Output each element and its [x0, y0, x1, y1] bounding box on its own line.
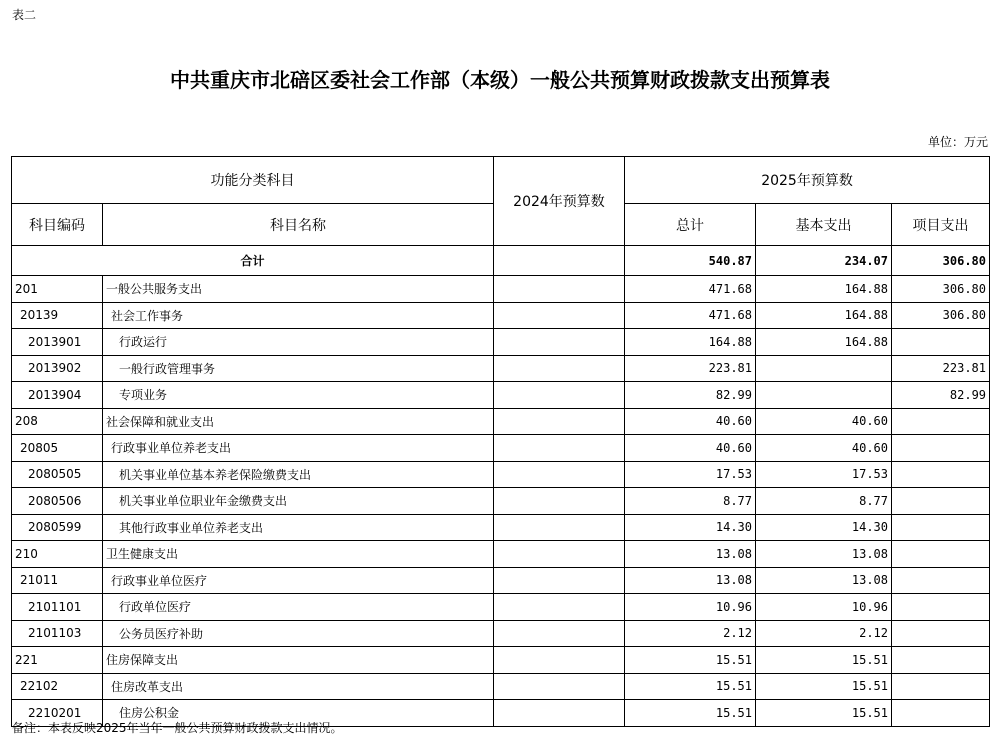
row-project — [892, 594, 990, 621]
row-name: 一般行政管理事务 — [103, 355, 494, 382]
row-project — [892, 329, 990, 356]
row-basic: 2.12 — [756, 620, 892, 647]
table-row — [12, 488, 990, 515]
row-name: 一般公共服务支出 — [103, 276, 494, 303]
table-row — [12, 673, 990, 700]
row-total: 471.68 — [625, 276, 756, 303]
row-total: 40.60 — [625, 408, 756, 435]
row-code: 21011 — [12, 567, 103, 594]
header-project: 项目支出 — [892, 204, 990, 246]
row-name: 行政事业单位医疗 — [103, 567, 494, 594]
row-project — [892, 700, 990, 727]
row-prev — [494, 461, 625, 488]
row-prev — [494, 329, 625, 356]
table-row — [12, 276, 990, 303]
row-project — [892, 488, 990, 515]
row-name: 住房公积金 — [103, 700, 494, 727]
total-label: 合计 — [12, 246, 494, 276]
row-code: 2080506 — [12, 488, 103, 515]
row-prev — [494, 382, 625, 409]
budget-table — [11, 156, 990, 727]
row-prev — [494, 276, 625, 303]
header-2024-budget: 2024年预算数 — [494, 157, 625, 246]
row-code: 2080505 — [12, 461, 103, 488]
row-code: 2013901 — [12, 329, 103, 356]
row-total: 13.08 — [625, 567, 756, 594]
table-row — [12, 461, 990, 488]
table-row — [12, 435, 990, 462]
row-prev — [494, 700, 625, 727]
page-title: 中共重庆市北碚区委社会工作部（本级）一般公共预算财政拨款支出预算表 — [170, 68, 830, 92]
row-total: 223.81 — [625, 355, 756, 382]
row-code: 2013902 — [12, 355, 103, 382]
row-name: 住房保障支出 — [103, 647, 494, 674]
table-row — [12, 541, 990, 568]
row-name: 社会工作事务 — [103, 302, 494, 329]
row-project: 82.99 — [892, 382, 990, 409]
row-project — [892, 673, 990, 700]
row-name: 行政事业单位养老支出 — [103, 435, 494, 462]
row-name: 机关事业单位基本养老保险缴费支出 — [103, 461, 494, 488]
row-total: 10.96 — [625, 594, 756, 621]
row-total: 14.30 — [625, 514, 756, 541]
row-basic: 13.08 — [756, 567, 892, 594]
row-name: 专项业务 — [103, 382, 494, 409]
row-basic: 164.88 — [756, 276, 892, 303]
row-name: 卫生健康支出 — [103, 541, 494, 568]
row-basic: 14.30 — [756, 514, 892, 541]
row-code: 201 — [12, 276, 103, 303]
row-name: 机关事业单位职业年金缴费支出 — [103, 488, 494, 515]
row-prev — [494, 488, 625, 515]
table-row — [12, 329, 990, 356]
row-code: 20139 — [12, 302, 103, 329]
row-code: 22102 — [12, 673, 103, 700]
header-basic: 基本支出 — [756, 204, 892, 246]
row-code: 2013904 — [12, 382, 103, 409]
row-total: 15.51 — [625, 647, 756, 674]
row-basic: 164.88 — [756, 329, 892, 356]
row-prev — [494, 541, 625, 568]
table-row — [12, 514, 990, 541]
row-project — [892, 514, 990, 541]
row-name: 社会保障和就业支出 — [103, 408, 494, 435]
row-prev — [494, 567, 625, 594]
table-row — [12, 302, 990, 329]
row-total: 82.99 — [625, 382, 756, 409]
header-name: 科目名称 — [103, 204, 494, 246]
row-total: 164.88 — [625, 329, 756, 356]
row-code: 221 — [12, 647, 103, 674]
header-code: 科目编码 — [12, 204, 103, 246]
row-project: 306.80 — [892, 302, 990, 329]
row-prev — [494, 594, 625, 621]
row-total: 13.08 — [625, 541, 756, 568]
row-prev — [494, 620, 625, 647]
total-total: 540.87 — [625, 246, 756, 276]
row-name: 公务员医疗补助 — [103, 620, 494, 647]
row-basic: 13.08 — [756, 541, 892, 568]
row-basic — [756, 382, 892, 409]
table-row — [12, 647, 990, 674]
row-total: 8.77 — [625, 488, 756, 515]
row-basic: 15.51 — [756, 700, 892, 727]
row-prev — [494, 647, 625, 674]
table-row — [12, 620, 990, 647]
row-project — [892, 435, 990, 462]
table-row — [12, 408, 990, 435]
table-row — [12, 382, 990, 409]
row-total: 40.60 — [625, 435, 756, 462]
row-name: 行政单位医疗 — [103, 594, 494, 621]
header-2025-budget: 2025年预算数 — [625, 157, 990, 204]
row-basic: 15.51 — [756, 647, 892, 674]
row-basic: 164.88 — [756, 302, 892, 329]
row-basic — [756, 355, 892, 382]
row-prev — [494, 673, 625, 700]
row-project — [892, 461, 990, 488]
total-basic: 234.07 — [756, 246, 892, 276]
row-code: 20805 — [12, 435, 103, 462]
table-row — [12, 355, 990, 382]
row-code: 2210201 — [12, 700, 103, 727]
footnote: 备注：本表反映2025年当年一般公共预算财政拨款支出情况。 — [12, 721, 343, 735]
row-project — [892, 620, 990, 647]
row-project: 223.81 — [892, 355, 990, 382]
table-row — [12, 594, 990, 621]
row-prev — [494, 408, 625, 435]
unit-label: 单位：万元 — [927, 135, 988, 149]
header-function-category: 功能分类科目 — [12, 157, 494, 204]
row-total: 2.12 — [625, 620, 756, 647]
row-project — [892, 647, 990, 674]
row-basic: 40.60 — [756, 408, 892, 435]
row-total: 15.51 — [625, 700, 756, 727]
row-basic: 40.60 — [756, 435, 892, 462]
row-prev — [494, 435, 625, 462]
row-prev — [494, 355, 625, 382]
row-basic: 10.96 — [756, 594, 892, 621]
row-name: 行政运行 — [103, 329, 494, 356]
row-basic: 8.77 — [756, 488, 892, 515]
row-project: 306.80 — [892, 276, 990, 303]
total-project: 306.80 — [892, 246, 990, 276]
row-code: 208 — [12, 408, 103, 435]
total-row — [12, 246, 990, 276]
row-total: 17.53 — [625, 461, 756, 488]
row-project — [892, 408, 990, 435]
row-total: 15.51 — [625, 673, 756, 700]
row-basic: 15.51 — [756, 673, 892, 700]
table-label: 表二 — [12, 8, 37, 22]
row-total: 471.68 — [625, 302, 756, 329]
row-project — [892, 541, 990, 568]
row-code: 2101103 — [12, 620, 103, 647]
row-code: 210 — [12, 541, 103, 568]
row-code: 2101101 — [12, 594, 103, 621]
header-total: 总计 — [625, 204, 756, 246]
row-code: 2080599 — [12, 514, 103, 541]
row-project — [892, 567, 990, 594]
row-prev — [494, 514, 625, 541]
total-prev — [494, 246, 625, 276]
row-name: 住房改革支出 — [103, 673, 494, 700]
table-row — [12, 567, 990, 594]
row-name: 其他行政事业单位养老支出 — [103, 514, 494, 541]
row-basic: 17.53 — [756, 461, 892, 488]
row-prev — [494, 302, 625, 329]
